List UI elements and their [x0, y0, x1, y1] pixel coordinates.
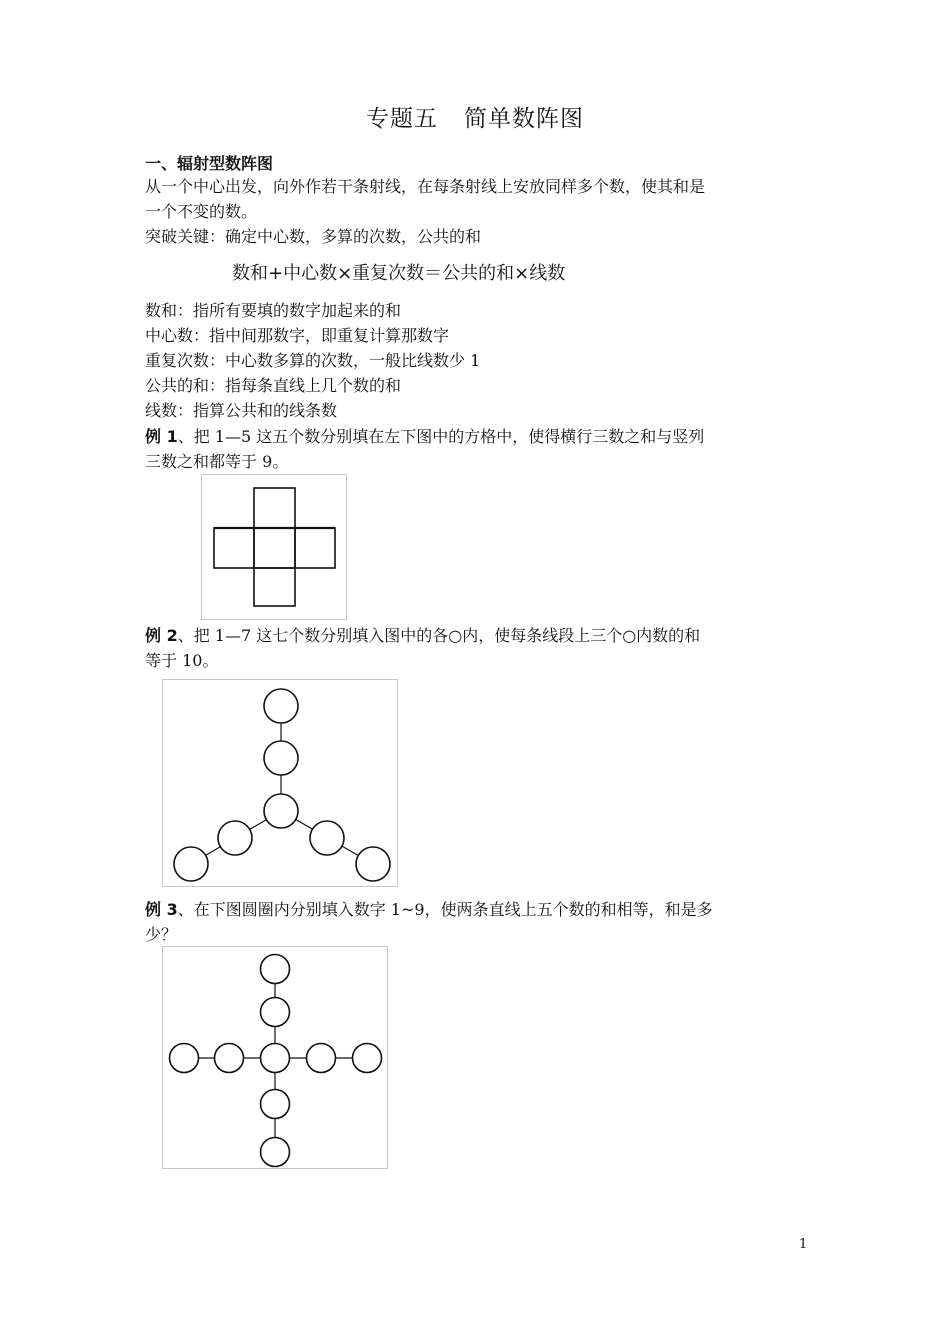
circle-right-outer[interactable] [356, 847, 390, 881]
example-2-line-2: 等于 10。 [145, 651, 219, 670]
cross-grid-svg [202, 475, 346, 619]
example-3-text-1: 、在下图圆圈内分别填入数字 1~9，使两条直线上五个数的和相等，和是多 [177, 900, 713, 919]
example-2-label: 例 2 [145, 626, 178, 645]
circle-left-outer[interactable] [174, 847, 208, 881]
circle-left-inner[interactable] [215, 1044, 244, 1073]
example-1-label: 例 1 [145, 427, 178, 446]
title-part2: 简单数阵图 [464, 106, 584, 132]
circle-right-inner[interactable] [307, 1044, 336, 1073]
circle-center[interactable] [261, 1044, 290, 1073]
example-3-line-2: 少？ [145, 925, 178, 944]
intro-line-1: 从一个中心出发，向外作若干条射线，在每条射线上安放同样多个数，使其和是 [145, 177, 706, 196]
three-ray-figure [162, 679, 398, 887]
section-heading: 一、辐射型数阵图 [145, 154, 274, 173]
circle-down-outer[interactable] [261, 1138, 290, 1167]
example-2-text-1: 、把 1—7 这七个数分别填入图中的各○内，使每条线段上三个○内数的和 [177, 626, 701, 645]
page-title [0, 100, 950, 133]
circle-right-outer[interactable] [353, 1044, 382, 1073]
definition-repeat: 重复次数：中心数多算的次数，一般比线数少 1 [145, 351, 481, 370]
grid-cell-top[interactable] [254, 488, 295, 528]
circle-right-inner[interactable] [310, 821, 344, 855]
circle-up-inner[interactable] [261, 998, 290, 1027]
key-point: 突破关键：确定中心数，多算的次数，公共的和 [145, 227, 482, 246]
example-3-line-1 [145, 897, 713, 922]
circle-up-outer[interactable] [261, 955, 290, 984]
definition-lines: 线数：指算公共和的线条数 [145, 401, 338, 420]
grid-cell-center[interactable] [254, 528, 295, 568]
title-part1: 专题五 [366, 106, 438, 132]
example-1-line-2: 三数之和都等于 9。 [145, 452, 289, 471]
circle-top-inner[interactable] [264, 741, 298, 775]
example-1-line-1 [145, 424, 704, 449]
circle-center[interactable] [264, 794, 298, 828]
circle-top-outer[interactable] [264, 689, 298, 723]
definition-center: 中心数：指中间那数字，即重复计算那数字 [145, 326, 450, 345]
circle-down-inner[interactable] [261, 1090, 290, 1119]
example-2-line-1 [145, 623, 700, 648]
three-ray-svg [163, 680, 397, 886]
example-1-text-1: 、把 1—5 这五个数分别填在左下图中的方格中，使得横行三数之和与竖列 [177, 427, 705, 446]
page-number: 1 [799, 1237, 808, 1252]
definition-total: 数和：指所有要填的数字加起来的和 [145, 301, 402, 320]
formula: 数和+中心数×重复次数＝公共的和×线数 [232, 263, 566, 284]
grid-cell-left[interactable] [214, 528, 254, 568]
grid-cell-bottom[interactable] [254, 568, 295, 606]
circle-left-outer[interactable] [170, 1044, 199, 1073]
cross-grid-figure [201, 474, 347, 620]
circle-left-inner[interactable] [218, 821, 252, 855]
grid-cell-right[interactable] [295, 528, 335, 568]
definition-common-sum: 公共的和：指每条直线上几个数的和 [145, 376, 402, 395]
intro-line-2: 一个不变的数。 [145, 202, 258, 221]
cross-circles-svg [163, 947, 387, 1168]
example-3-label: 例 3 [145, 900, 178, 919]
cross-circles-figure [162, 946, 388, 1169]
